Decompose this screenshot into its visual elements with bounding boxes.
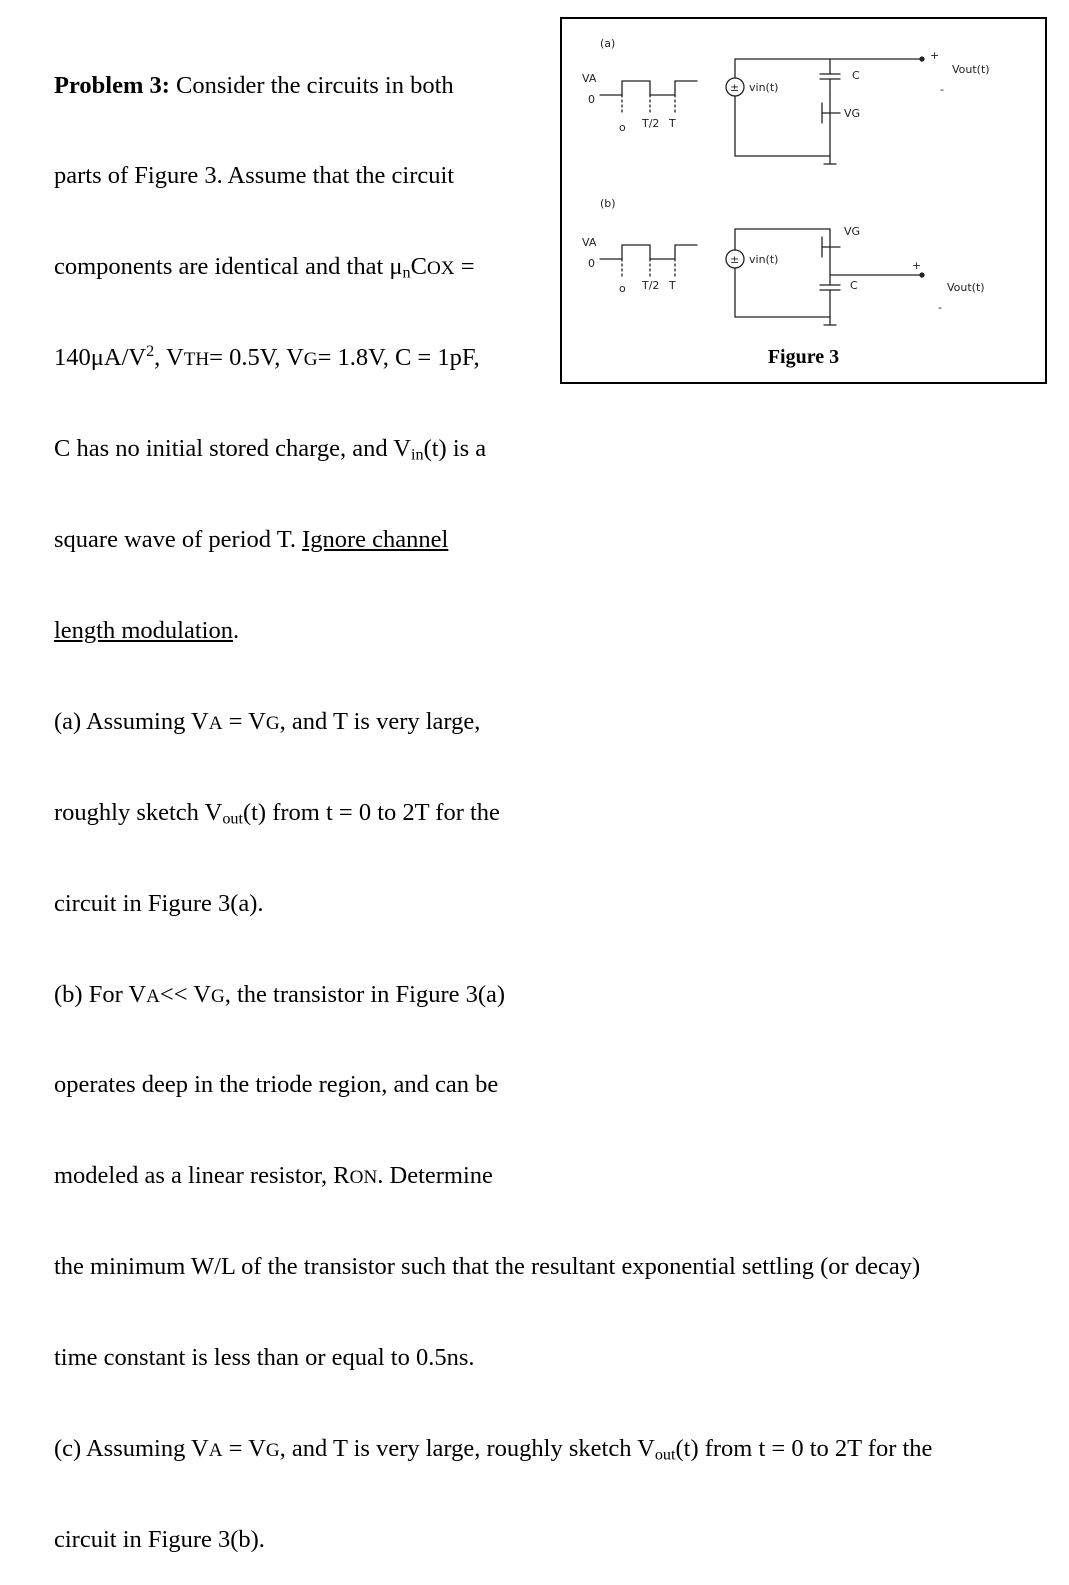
vg-label-a: VG bbox=[844, 107, 861, 120]
part-c-line-1: (c) Assuming VA = VG, and T is very large, roughly sketch $V_{out}(t)$ from t = 0 to 2T for the bbox=[54, 1434, 933, 1464]
problem-line-6: square wave of period T. Ignore channel bbox=[54, 526, 449, 554]
capacitor-a bbox=[820, 59, 840, 95]
problem-line-7: length modulation. bbox=[54, 616, 240, 644]
va-label-a: VA bbox=[582, 72, 597, 85]
vout-label-a: Vout(t) bbox=[952, 63, 990, 76]
part-b-line-2: operates deep in the triode region, and can be bbox=[54, 1071, 499, 1099]
t-label-a: T bbox=[669, 117, 676, 130]
part-a-line-1: (a) Assuming VA = VG, and T is very large, bbox=[54, 707, 481, 735]
part-c-line-2: circuit in Figure 3(b). bbox=[54, 1525, 265, 1553]
problem-line-1: Problem 3: Consider the circuits in both bbox=[54, 71, 454, 99]
transistor-b bbox=[822, 229, 840, 275]
half-t-label-b: T/2 bbox=[642, 279, 660, 292]
part-b-label: (b) bbox=[600, 197, 616, 210]
problem-label: Problem 3: bbox=[54, 71, 170, 99]
vin-label-a: vin(t) bbox=[749, 81, 779, 94]
vin-label-b: vin(t) bbox=[749, 253, 779, 266]
circuit-diagram bbox=[562, 19, 1045, 382]
part-a-line-2: roughly sketch $V_{out}(t)$ from t = 0 to 2T for the bbox=[54, 798, 500, 828]
part-b-line-1: (b) For VA<< VG, the transistor in Figure 3(a) bbox=[54, 980, 506, 1008]
transistor-a bbox=[822, 95, 840, 123]
vg-label-b: VG bbox=[844, 225, 861, 238]
svg-text:±: ± bbox=[730, 81, 740, 94]
part-b-circuit bbox=[726, 225, 985, 325]
part-a-label: (a) bbox=[600, 37, 616, 50]
va-label-b: VA bbox=[582, 236, 597, 249]
o-label-b: o bbox=[619, 282, 626, 295]
part-b-line-4: the minimum W/L of the transistor such that the resultant exponential settling (or decay) bbox=[54, 1253, 921, 1281]
ignore-clm-note: Ignore channel bbox=[302, 526, 449, 554]
minus-a: - bbox=[940, 83, 944, 96]
zero-label-b: 0 bbox=[588, 257, 595, 270]
minus-b: - bbox=[938, 301, 942, 314]
part-a-line-3: circuit in Figure 3(a). bbox=[54, 889, 264, 917]
t-label-b: T bbox=[669, 279, 676, 292]
c-label-b: C bbox=[850, 279, 858, 292]
vout-label-b: Vout(t) bbox=[947, 281, 985, 294]
problem-line-5: C has no initial stored charge, and $V_{in}(t)$ is a bbox=[54, 435, 487, 464]
problem-line-3: components are identical and that $\mu_nCOX$ = bbox=[54, 253, 475, 282]
capacitor-b bbox=[820, 275, 840, 317]
part-b-line-5: time constant is less than or equal to 0.5ns. bbox=[54, 1344, 475, 1372]
part-a-circuit bbox=[726, 49, 990, 164]
figure-3 bbox=[560, 17, 1047, 384]
half-t-label-a: T/2 bbox=[642, 117, 660, 130]
plus-b: + bbox=[912, 259, 922, 272]
part-a-square-wave bbox=[582, 72, 697, 134]
plus-a: + bbox=[930, 49, 940, 62]
problem-line-2: parts of Figure 3. Assume that the circuit bbox=[54, 162, 455, 190]
part-b-square-wave bbox=[582, 236, 697, 295]
zero-label-a: 0 bbox=[588, 93, 595, 106]
part-b-line-3: modeled as a linear resistor, RON. Determine bbox=[54, 1162, 493, 1190]
problem-line-4: $140\mu A/V^2$, VTH= 0.5V, VG= 1.8V, C = 1pF, bbox=[54, 343, 480, 372]
o-label-a: o bbox=[619, 121, 626, 134]
svg-text:±: ± bbox=[730, 253, 740, 266]
figure-caption: Figure 3 bbox=[767, 346, 840, 368]
c-label-a: C bbox=[852, 69, 860, 82]
